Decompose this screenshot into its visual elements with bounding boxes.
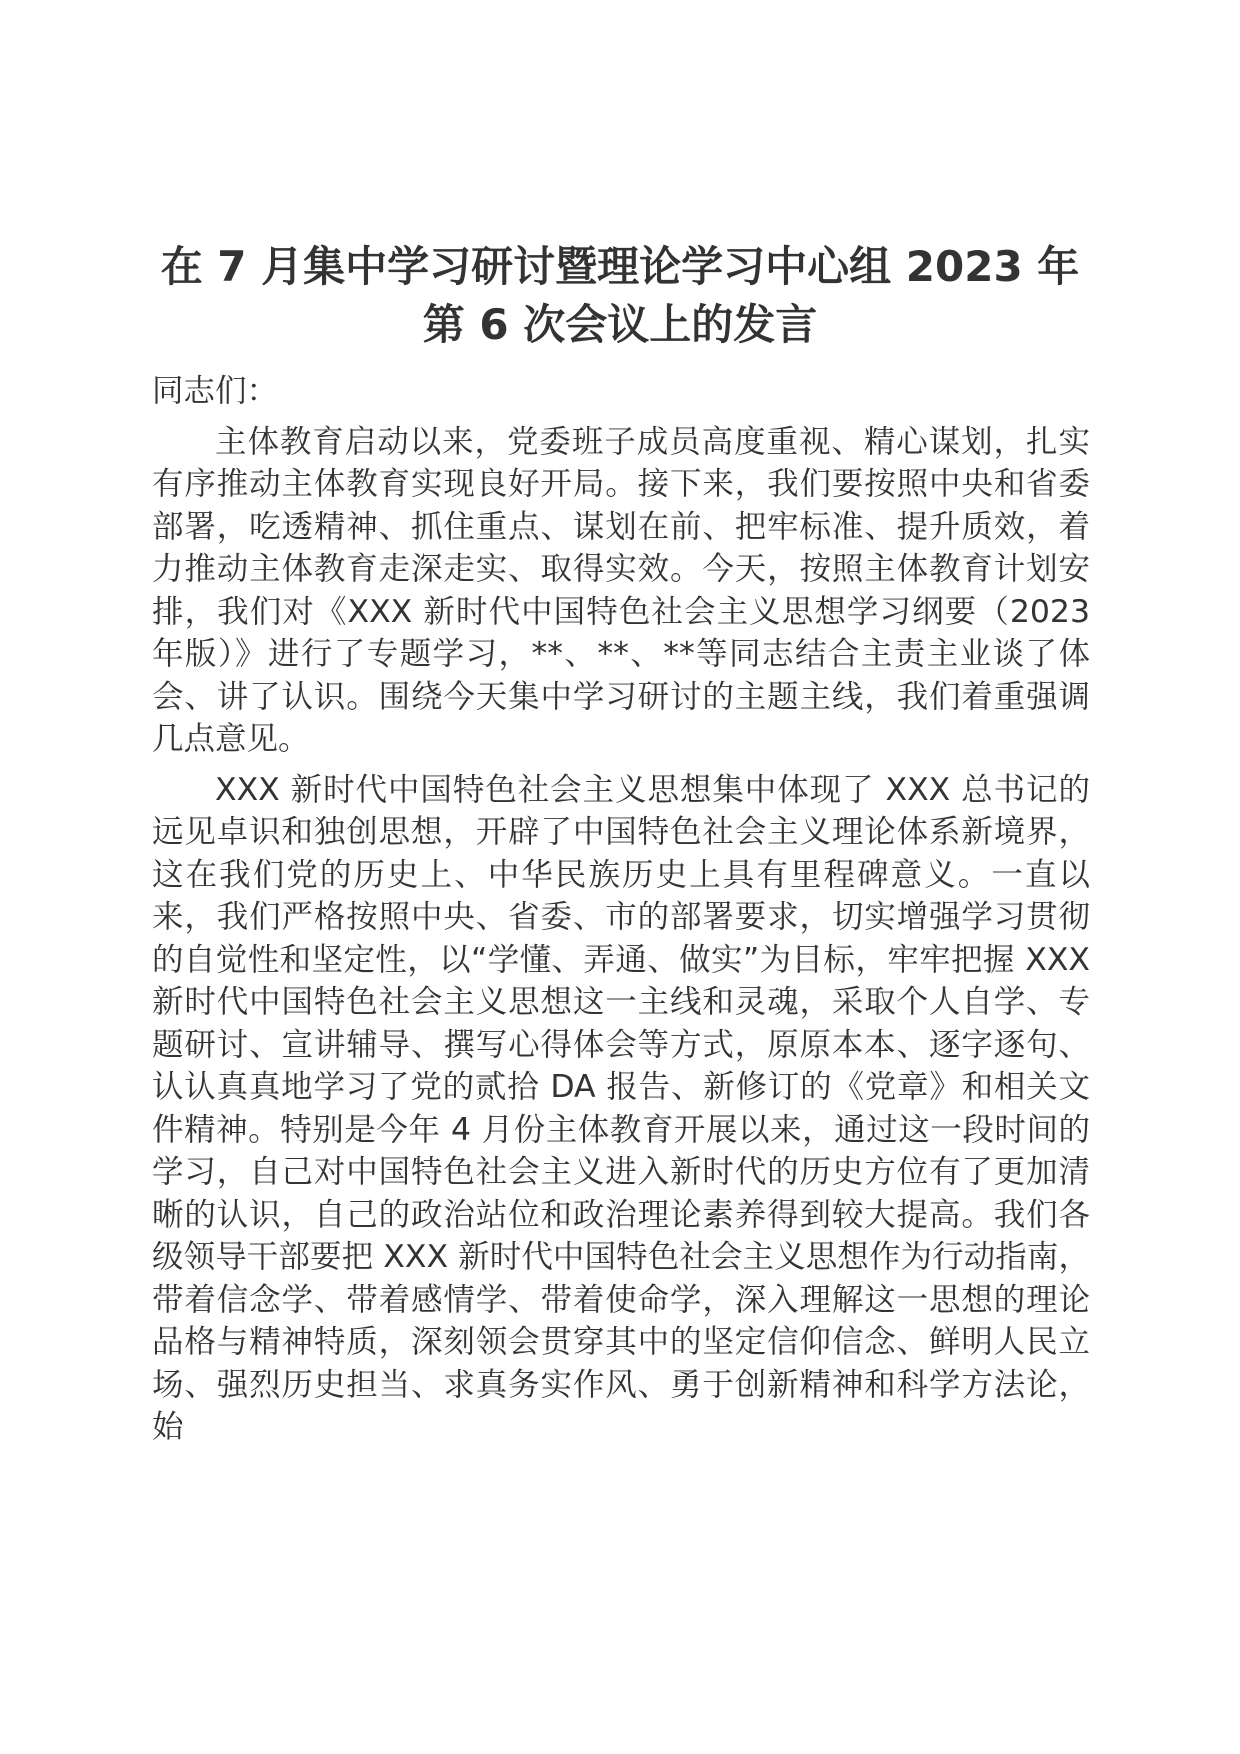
paragraph: XXX 新时代中国特色社会主义思想集中体现了 XXX 总书记的远见卓识和独创思想，开辟了中国特色社会主义理论体系新境界，这在我们党的历史上、中华民族历史上具有里程碑意义。一直以来，我们严格按照中央、省委、市的部署要求，切实增强学习贯彻的自觉性和坚定性，以“学懂、弄通、做实”为目标，牢牢把握 XXX 新时代中国特色社会主义思想这一主线和灵魂，采取个人自学、专题研讨、宣讲辅导、撰写心得体会等方式，原原本本、逐字逐句、认认真真地学习了党的贰拾 DA 报告、新修订的《党章》和相关文件精神。特别是今年 4 月份主体教育开展以来，通过这一段时间的学习，自己对中国特色社会主义进入新时代的历史方位有了更加清晰的认识，自己的政治站位和政治理论素养得到较大提高。我们各级领导干部要把 XXX 新时代中国特色社会主义思想作为行动指南，带着信念学、带着感情学、带着使命学，深入理解这一思想的理论品格与精神特质，深刻领会贯穿其中的坚定信仰信念、鲜明人民立场、强烈历史担当、求真务实作风、勇于创新精神和科学方法论，始 [152, 771, 1090, 1445]
salutation: 同志们： [152, 373, 279, 409]
document-body [152, 370, 1090, 1457]
paragraph: 主体教育启动以来，党委班子成员高度重视、精心谋划，扎实有序推动主体教育实现良好开局。接下来，我们要按照中央和省委部署，吃透精神、抓住重点、谋划在前、把牢标准、提升质效，着力推动主体教育走深走实、取得实效。今天，按照主体教育计划安排，我们对《XXX 新时代中国特色社会主义思想学习纲要（2023 年版）》进行了专题学习，**、**、**等同志结合主责主业谈了体会、讲了认识。围绕今天集中学习研讨的主题主线，我们着重强调几点意见。 [152, 423, 1090, 757]
document-title: 在 7 月集中学习研讨暨理论学习中心组 2023 年第 6 次会议上的发言 [160, 242, 1080, 349]
